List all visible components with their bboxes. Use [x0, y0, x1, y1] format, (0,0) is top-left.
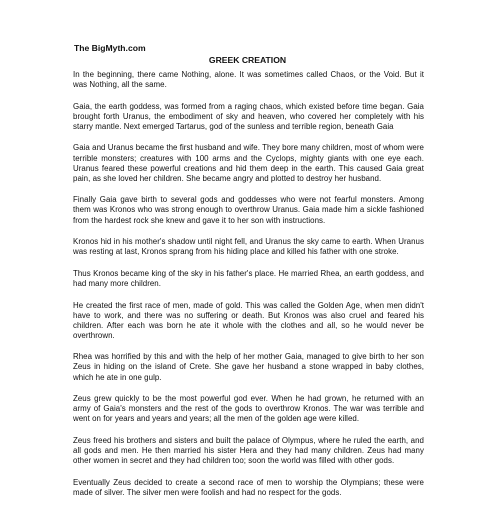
- paragraph-9: Zeus grew quickly to be the most powerful god ever. When he had grown, he returned with an army of Gaia's monsters and the rest of the gods to overthrow Kronos. The war was terrible and went on for years and years and years; all the men of the golden age were killed.: [73, 394, 424, 424]
- document-body: [73, 70, 424, 509]
- paragraph-7: He created the first race of men, made of gold. This was called the Golden Age, when men didn't have to work, and there was no suffering or death. But Kronos was also cruel and feared his children. After each was born he ate it whole with the clothes and all, so he would never be overthrown.: [73, 300, 424, 340]
- page-title: GREEK CREATION: [208, 55, 287, 65]
- paragraph-1: In the beginning, there came Nothing, alone. It was sometimes called Chaos, or the Void. But it was Nothing, all the same.: [73, 70, 424, 90]
- paragraph-4: Finally Gaia gave birth to several gods and goddesses who were not fearful monsters. Among them was Kronos who was strong enough to overthrow Uranus. Gaia made him a sickle fashioned from the hardest rock she knew and gave it to her son with instructions.: [73, 195, 424, 225]
- paragraph-10: Zeus freed his brothers and sisters and built the palace of Olympus, where he ruled the earth, and all gods and men. He then married his sister Hera and they had many children. Zeus had many other women in secret and they had children too; soon the world was filled with other gods.: [73, 435, 424, 466]
- paragraph-8: Rhea was horrified by this and with the help of her mother Gaia, managed to give birth to her son Zeus in hiding on the island of Crete. She gave her husband a stone wrapped in baby clothes, which he ate in one gulp.: [73, 352, 424, 382]
- paragraph-6: Thus Kronos became king of the sky in his father's place. He married Rhea, an earth goddess, and had many more children.: [73, 268, 424, 288]
- paragraph-11: Eventually Zeus decided to create a second race of men to worship the Olympians; these were made of silver. The silver men were foolish and had no respect for the gods.: [73, 477, 424, 497]
- paragraph-3: Gaia and Uranus became the first husband and wife. They bore many children, most of whom were terrible monsters; creatures with 100 arms and the Cyclops, mighty giants with one eye each. Uranus feared these powerful creations and hid them deep in the earth. This caused Gaia great pain, as she loved her children. She became angry and plotted to destroy her husband.: [73, 143, 424, 183]
- site-name: The BigMyth.com: [74, 43, 146, 53]
- paragraph-2: Gaia, the earth goddess, was formed from a raging chaos, which existed before time began. Gaia brought forth Uranus, the embodiment of sky and heaven, who covered her completely with his starry mantle. Next emerged Tartarus, god of the sunless and terrible region, beneath Gaia: [73, 101, 424, 131]
- paragraph-5: Kronos hid in his mother's shadow until night fell, and Uranus the sky came to earth. When Uranus was resting at last, Kronos sprang from his hiding place and killed his father with one stroke.: [73, 237, 424, 257]
